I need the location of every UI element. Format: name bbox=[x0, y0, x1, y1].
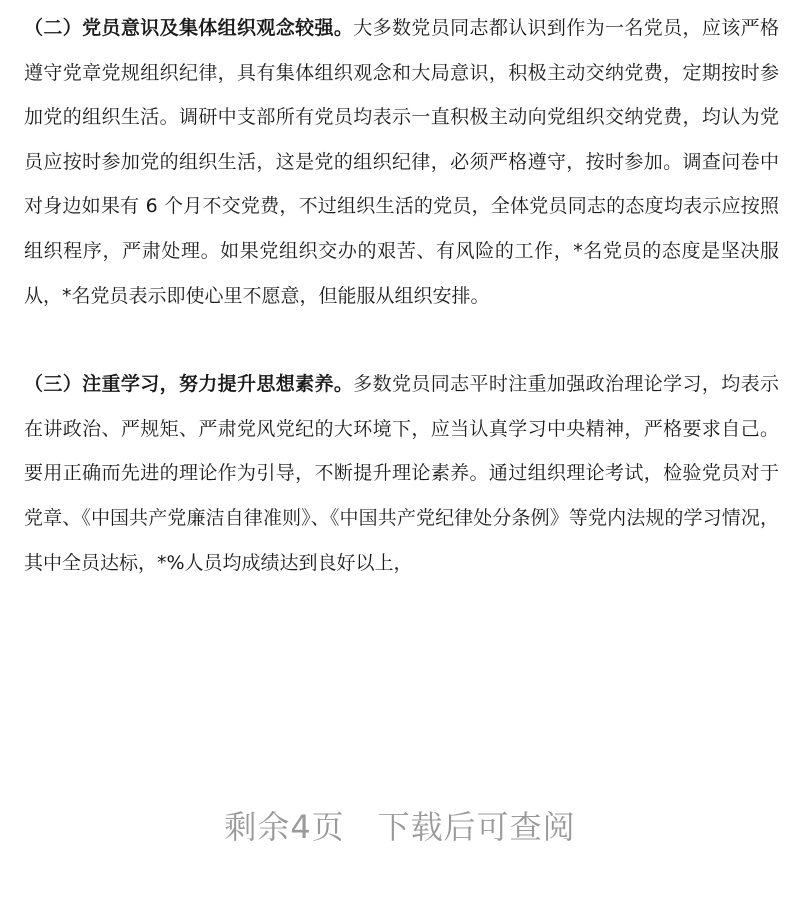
paragraph-section-2 bbox=[24, 6, 779, 318]
paragraph-section-3 bbox=[24, 362, 779, 585]
section-2-body: 大多数党员同志都认识到作为一名党员，应该严格遵守党章党规组织纪律，具有集体组织观念和大局意识，积极主动交纳党费，定期按时参加党的组织生活。调研中支部所有党员均表示一直积极主动向党组织交纳党费，均认为党员应按时参加党的组织生活，这是党的组织纪律，必须严格遵守，按时参加。调查问卷中对身边如果有 6 个月不交党费，不过组织生活的党员，全体党员同志的态度均表示应按照组织程序，严肃处理。如果党组织交办的艰苦、有风险的工作，*名党员的态度是坚决服从，*名党员表示即使心里不愿意，但能服从组织安排。 bbox=[24, 17, 779, 307]
download-prompt[interactable]: 剩余4页 下载后可查阅 bbox=[224, 808, 576, 846]
section-2-heading: （二）党员意识及集体组织观念较强。 bbox=[24, 17, 354, 39]
document-page bbox=[24, 6, 779, 585]
section-3-body: 多数党员同志平时注重加强政治理论学习，均表示在讲政治、严规矩、严肃党风党纪的大环境下，应当认真学习中央精神，严格要求自己。要用正确而先进的理论作为引导，不断提升理论素养。通过组织理论考试，检验党员对于党章、《中国共产党廉洁自律准则》、《中国共产党纪律处分条例》等党内法规的学习情况，其中全员达标，*%人员均成绩达到良好以上， bbox=[24, 373, 779, 574]
section-3-heading: （三）注重学习，努力提升思想素养。 bbox=[24, 373, 354, 396]
